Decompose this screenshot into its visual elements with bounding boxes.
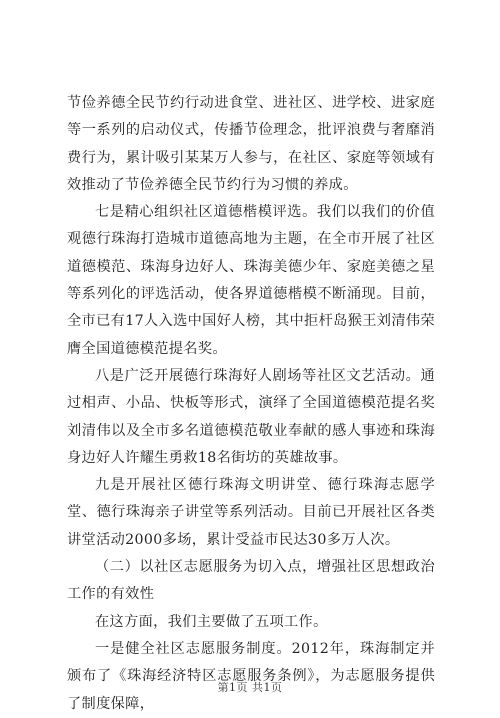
paragraph-five-tasks-intro: 在这方面，我们主要做了五项工作。	[95, 613, 328, 630]
page-footer: 第1页 共1页	[217, 681, 283, 694]
section-heading-volunteer-service: （二）以社区志愿服务为切入点，增强社区思想政治工作的有效性	[67, 559, 435, 603]
paragraph-good-people-theater: 八是广泛开展德行珠海好人剧场等社区文艺活动。通过相声、小品、快板等形式，演绎了全国道德模范提名奖刘清伟以及全市多名道德模范敬业奉献的感人事迹和珠海身边好人许耀生勇救18名街坊的英雄故事。	[67, 367, 435, 466]
paragraph-frugality-campaign: 节俭养德全民节约行动进食堂、进社区、进学校、进家庭等一系列的启动仪式，传播节俭理念，批评浪费与奢靡消费行为，累计吸引某某万人参与，在社区、家庭等领域有效推动了节俭养德全民节约行为习惯的养成。	[67, 95, 435, 193]
paragraph-moral-model-selection: 七是精心组织社区道德楷模评选。我们以我们的价值观德行珠海打造城市道德高地为主题，在全市开展了社区道德模范、珠海身边好人、珠海美德少年、家庭美德之星等系列化的评选活动，使各界道德楷模不断涌现。目前，全市已有17人入选中国好人榜，其中拒杆岛猴王刘清伟荣膺全国道德模范提名奖。	[67, 204, 435, 357]
paragraph-lecture-series: 九是开展社区德行珠海文明讲堂、德行珠海志愿学堂、德行珠海亲子讲堂等系列活动。目前已开展社区各类讲堂活动2000多场，累计受益市民达30多万人次。	[67, 477, 435, 548]
paragraph-volunteer-system: 一是健全社区志愿服务制度。2012年，珠海制定并颁布了《珠海经济特区志愿服务条例》，为志愿服务提供了制度保障，	[67, 640, 435, 712]
document-body	[67, 90, 435, 718]
